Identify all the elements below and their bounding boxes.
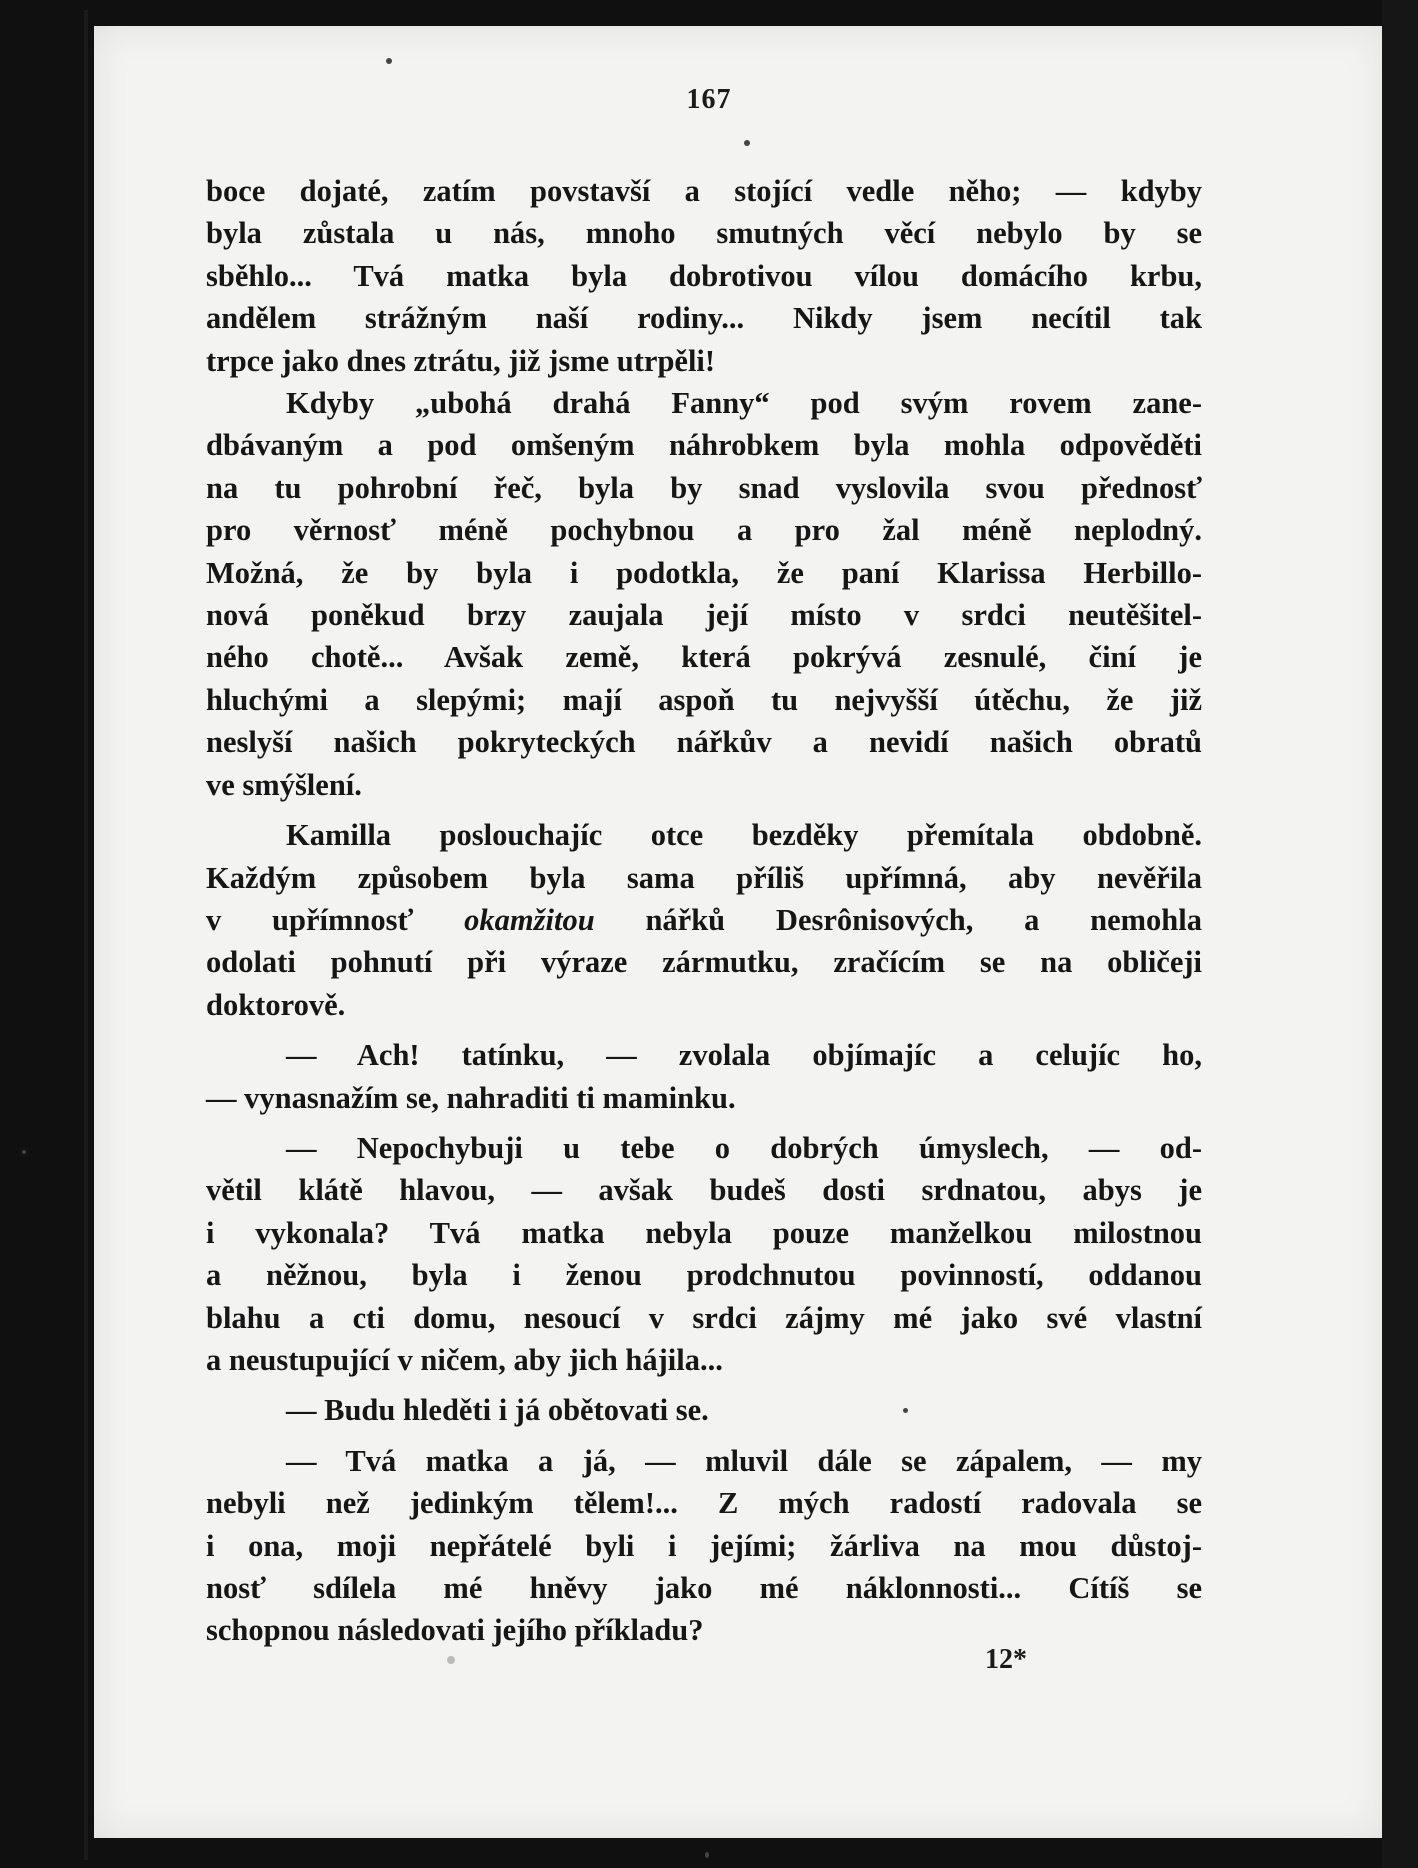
paragraph-gap (206, 1381, 1202, 1389)
text-line: hluchými a slepými; mají aspoň tu nejvyšší útěchu, že již (206, 682, 1202, 717)
body-text (206, 170, 1202, 1652)
text-line: byla zůstala u nás, mnoho smutných věcí nebylo by se (206, 216, 1202, 251)
binding-edge (84, 10, 88, 1860)
paragraph-gap (206, 806, 1202, 814)
text-line: pro věrnosť méně pochybnou a pro žal méně neplodný. (206, 513, 1202, 548)
text-line: Kamilla poslouchajíc otce bezděky přemítala obdobně. (286, 818, 1202, 853)
text-line: — Nepochybuji u tebe o dobrých úmyslech, — od- (286, 1130, 1202, 1165)
text-line: větil klátě hlavou, — avšak budeš dosti srdnatou, abys je (206, 1173, 1202, 1208)
text-line: neslyší našich pokryteckých nářkův a nevidí našich obratů (206, 725, 1202, 760)
scan-speck (705, 1852, 709, 1858)
emphasized-word: okamžitou (464, 902, 595, 937)
text-line: ného chotě... Avšak země, která pokrývá zesnulé, činí je (206, 640, 1202, 675)
text-line: — vynasnažím se, nahraditi ti maminku. (206, 1080, 736, 1115)
paragraph-7 (206, 1440, 1202, 1652)
text-line: sběhlo... Tvá matka byla dobrotivou vílou domácího krbu, (206, 258, 1202, 293)
text-line: i ona, moji nepřátelé byli i jejími; žárliva na mou důstoj- (206, 1528, 1202, 1563)
text-line: trpce jako dnes ztrátu, již jsme utrpěli! (206, 343, 716, 378)
text-line: Možná, že by byla i podotkla, že paní Klarissa Herbillo- (206, 555, 1202, 590)
text-line: dbávaným a pod omšeným náhrobkem byla mohla odpověděti (206, 428, 1202, 463)
scan-speck (903, 1408, 908, 1413)
text-line: nosť sdílela mé hněvy jako mé náklonnosti... Cítíš se (206, 1571, 1202, 1605)
page-number: 167 (686, 84, 732, 115)
paragraph-gap (206, 1432, 1202, 1440)
text-line: i vykonala? Tvá matka nebyla pouze manželkou milostnou (206, 1215, 1202, 1250)
text-line: nová poněkud brzy zaujala její místo v srdci neutěšitel- (206, 598, 1202, 633)
text-line: doktorově. (206, 987, 346, 1022)
text-line: a neustupující v ničem, aby jich hájila... (206, 1342, 723, 1377)
signature-mark: 12* (985, 1644, 1027, 1675)
text-line: ve smýšlení. (206, 767, 362, 802)
paragraph-gap (206, 1119, 1202, 1127)
text-line: nebyli než jedinkým tělem!... Z mých radostí radovala se (206, 1486, 1202, 1521)
text-line: andělem strážným naší rodiny... Nikdy jsem necítil tak (206, 301, 1202, 336)
text-line: — Ach! tatínku, — zvolala objímajíc a celujíc ho, (286, 1038, 1202, 1073)
text-line-with-emphasis: v upřímnosť okamžitou nářků Desrônisových, a nemohla (206, 902, 1202, 937)
paragraph-6 (206, 1389, 1202, 1431)
text-line: blahu a cti domu, nesoucí v srdci zájmy mé jako své vlastní (206, 1300, 1202, 1335)
scan-speck (447, 1656, 455, 1664)
scan-speck (386, 58, 392, 64)
text-line: na tu pohrobní řeč, byla by snad vyslovila svou přednosť (206, 470, 1202, 505)
paragraph-gap (206, 1026, 1202, 1034)
text-line: schopnou následovati jejího příkladu? (206, 1613, 704, 1648)
paragraph-4 (206, 1034, 1202, 1119)
paragraph-5 (206, 1127, 1202, 1381)
paragraph-2 (206, 382, 1202, 806)
text-line: odolati pohnutí při výraze zármutku, zračícím se na obličeji (206, 945, 1202, 980)
scan-speck (744, 140, 750, 146)
text-line: — Budu hleděti i já obětovati se. (286, 1393, 709, 1428)
text-line: a něžnou, byla i ženou prodchnutou povinností, oddanou (206, 1258, 1202, 1293)
scan-speck (22, 1150, 26, 1154)
paragraph-1 (206, 170, 1202, 382)
text-line: boce dojaté, zatím povstavší a stojící vedle něho; — kdyby (206, 174, 1202, 208)
text-line: Každým způsobem byla sama příliš upřímná, aby nevěřila (206, 860, 1202, 895)
paragraph-3 (206, 814, 1202, 1026)
page-edge-shadow (1382, 0, 1418, 1868)
text-line: Kdyby „ubohá drahá Fanny“ pod svým rovem zane- (286, 386, 1202, 421)
text-line: — Tvá matka a já, — mluvil dále se zápalem, — my (286, 1443, 1202, 1478)
